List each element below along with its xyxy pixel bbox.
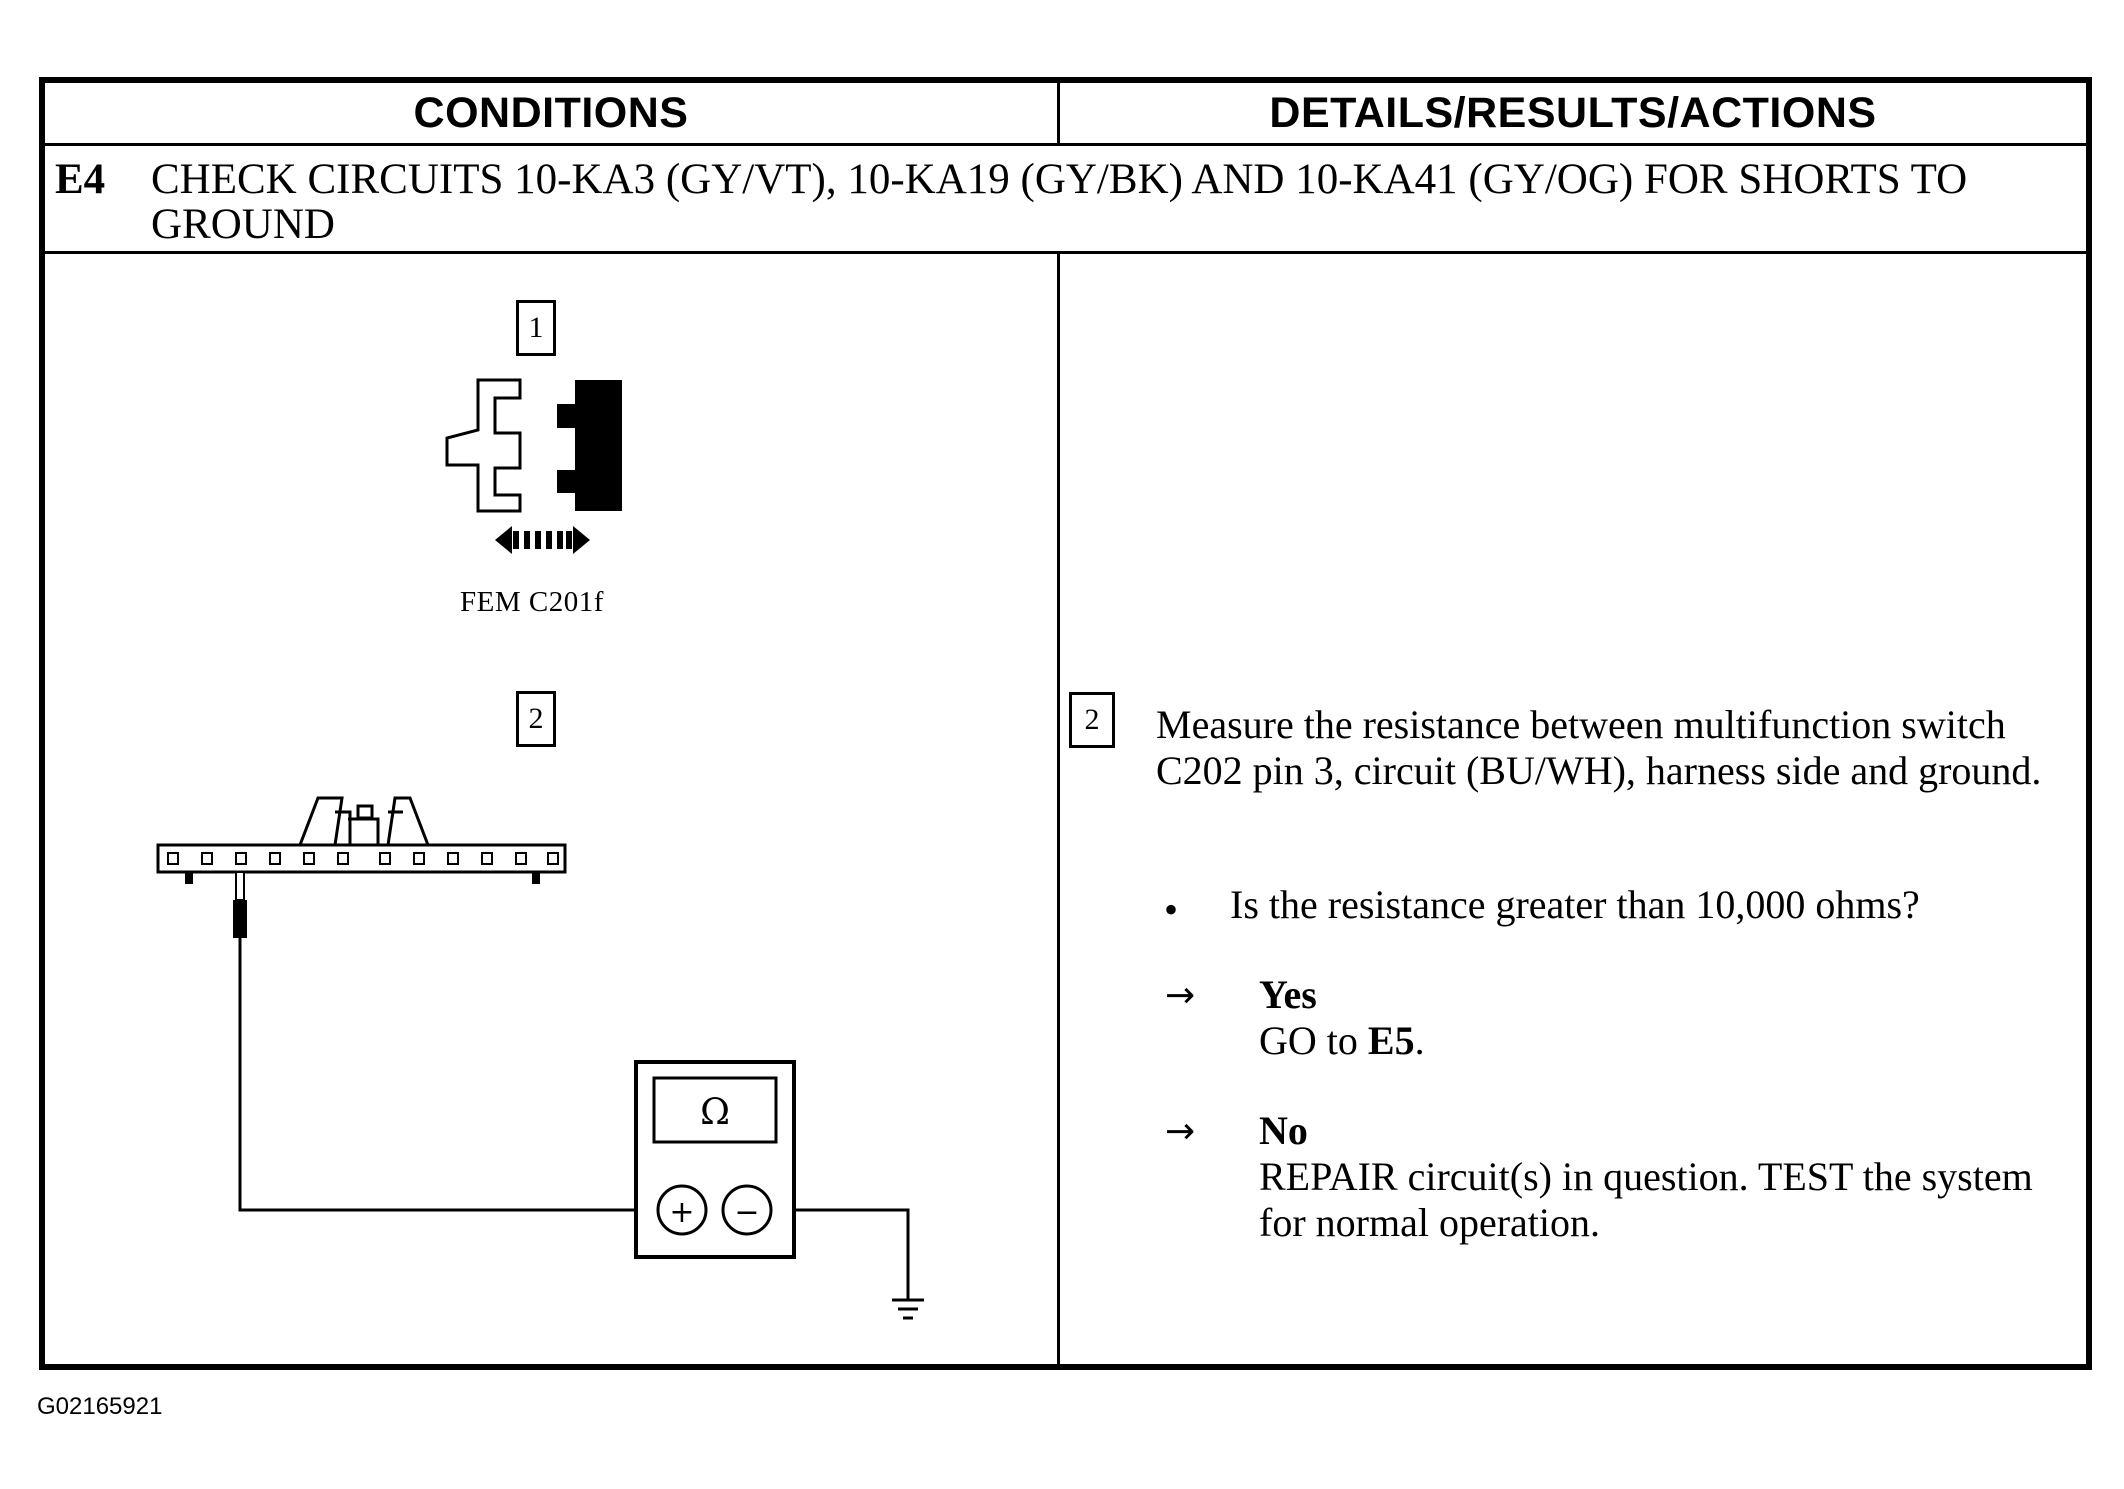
yes-action: [1259, 1018, 1425, 1063]
ohm-symbol: Ω: [700, 1092, 730, 1133]
step-instruction: Measure the resistance between multifunction switch C202 pin 3, circuit (BU/WH), harness side and ground.: [1156, 702, 2042, 793]
yes-action-text: GO to: [1259, 1018, 1368, 1063]
connector-male-half-icon: [557, 380, 622, 511]
yes-action-target[interactable]: E5: [1367, 1018, 1415, 1063]
harness-connector-icon: [158, 798, 565, 884]
figure-id: G02165921: [37, 1393, 163, 1420]
connector-female-half-icon: [447, 380, 520, 511]
no-answer: [1259, 1108, 2079, 1246]
conditions-header: CONDITIONS: [413, 89, 689, 137]
connector-label: FEM C201f: [460, 586, 604, 618]
details-header: DETAILS/RESULTS/ACTIONS: [1269, 89, 1877, 137]
step-2-box: [516, 691, 556, 747]
bullet-icon: •: [1164, 887, 1179, 932]
details-step-box: [1069, 692, 1115, 748]
no-arrow-icon: →: [1165, 1111, 1196, 1152]
check-title: CHECK CIRCUITS 10-KA3 (GY/VT), 10-KA19 (GY/BK) AND 10-KA41 (GY/OG) FOR SHORTS TO GROUND: [151, 156, 1968, 248]
no-label: No: [1259, 1108, 1308, 1153]
minus-symbol: −: [734, 1195, 760, 1230]
ground-icon: [892, 1300, 924, 1318]
positive-test-lead: [240, 938, 640, 1210]
step-2-number: 2: [528, 702, 544, 735]
details-step-number: 2: [1084, 703, 1100, 736]
no-action: REPAIR circuit(s) in question. TEST the system for normal operation.: [1259, 1154, 2033, 1245]
negative-test-lead: [792, 1210, 908, 1300]
plus-symbol: +: [669, 1195, 695, 1230]
yes-answer: [1259, 972, 2079, 1064]
step-1-number: 1: [528, 311, 544, 344]
step-question: Is the resistance greater than 10,000 ohms?: [1230, 882, 1920, 927]
disconnect-arrow-icon: [495, 526, 590, 554]
yes-arrow-icon: →: [1165, 975, 1196, 1016]
check-id: E4: [55, 156, 106, 203]
yes-label: Yes: [1259, 972, 1317, 1017]
yes-action-suffix: .: [1414, 1018, 1425, 1063]
step-1-box: [516, 300, 556, 356]
test-probe-icon: [233, 872, 247, 938]
